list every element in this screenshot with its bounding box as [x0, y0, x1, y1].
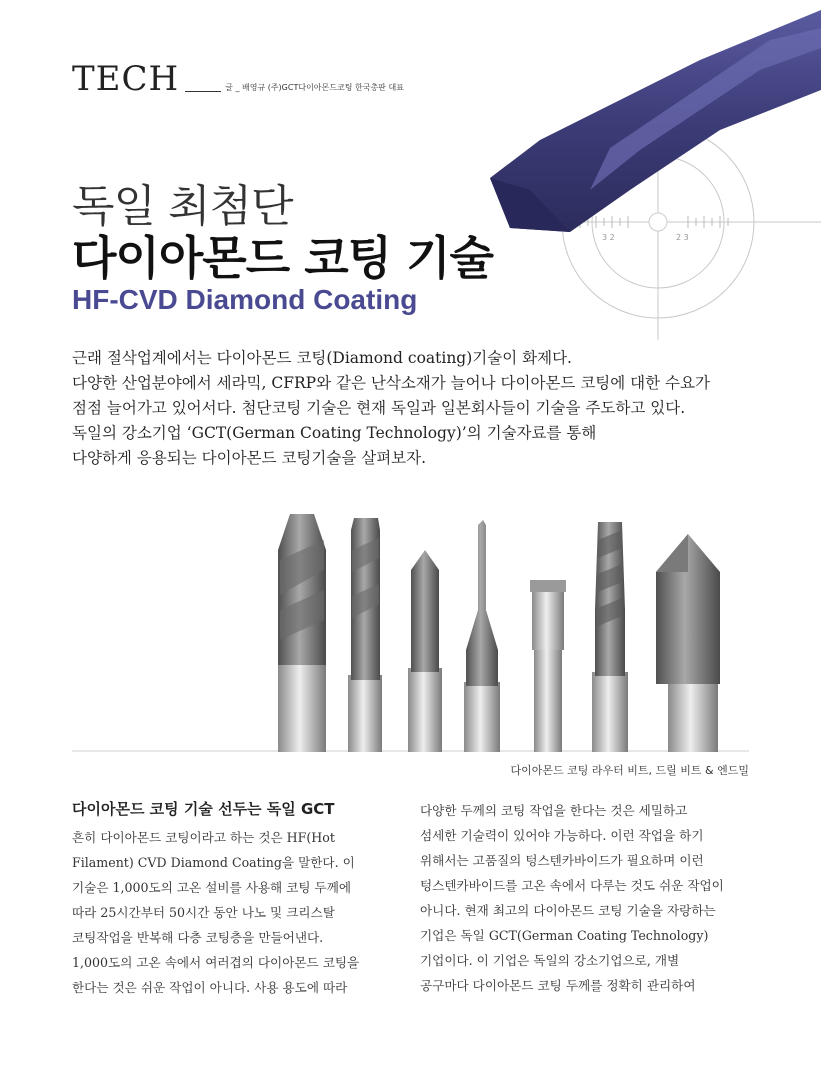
body-line: 텅스텐카바이드를 고온 속에서 다루는 것도 쉬운 작업이	[420, 878, 724, 893]
body-line: 다양한 두께의 코팅 작업을 한다는 것은 세밀하고	[420, 803, 688, 818]
body-line: 흔히 다이아몬드 코팅이라고 하는 것은 HF(Hot	[72, 830, 335, 845]
body-column-left	[72, 798, 382, 1000]
body-line: 따라 25시간부터 50시간 동안 나노 및 크리스탈	[72, 905, 335, 920]
tool-router-bit	[348, 518, 382, 752]
byline: 글 _ 배영규 (주)GCT다이아몬드코팅 한국총판 대표	[225, 83, 404, 92]
section-label: TECH	[72, 59, 180, 99]
scale-label-left: 3 2	[602, 233, 615, 242]
body-line: 한다는 것은 쉬운 작업이 아니다. 사용 용도에 따라	[72, 980, 348, 995]
body-line: 기업이다. 이 기업은 독일의 강소기업으로, 개별	[420, 953, 680, 968]
tool-end-mill	[592, 522, 628, 752]
body-line: 기업은 독일 GCT(German Coating Technology)	[420, 928, 709, 943]
body-line: 기술은 1,000도의 고온 설비를 사용해 코팅 두께에	[72, 880, 352, 895]
body-line: 위해서는 고품질의 텅스텐카바이드가 필요하며 이런	[420, 853, 704, 868]
article-header	[72, 59, 404, 99]
section-heading: 다이아몬드 코팅 기술 선두는 독일 GCT	[72, 800, 335, 818]
scale-label-right: 2 3	[676, 233, 689, 242]
body-line: 섬세한 기술력이 있어야 가능하다. 이런 작업을 하기	[420, 828, 704, 843]
body-line: Filament) CVD Diamond Coating을 말한다. 이	[72, 855, 355, 870]
intro-line: 근래 절삭업계에서는 다이아몬드 코팅(Diamond coating)기술이 화제다.	[72, 349, 572, 367]
title-english: HF-CVD Diamond Coating	[72, 284, 418, 315]
intro-line: 다양한 산업분야에서 세라믹, CFRP와 같은 난삭소재가 늘어나 다이아몬드 코팅에 대한 수요가	[72, 374, 710, 392]
target-center	[649, 213, 667, 231]
body-line: 코팅작업을 반복해 다층 코팅층을 만들어낸다.	[72, 930, 324, 945]
title-line1: 독일 최첨단	[72, 181, 293, 232]
drill-target-illustration	[470, 0, 821, 340]
coated-tools-photo	[72, 500, 749, 752]
body-line: 공구마다 다이아몬드 코팅 두께를 정확히 관리하여	[420, 978, 696, 993]
body-column-right	[420, 798, 730, 998]
intro-paragraph	[72, 346, 772, 471]
tool-slot-cutter	[530, 580, 566, 752]
tool-micro-drill	[464, 520, 500, 752]
header-rule	[185, 91, 221, 92]
photo-caption: 다이아몬드 코팅 라우터 비트, 드릴 비트 & 엔드밀	[510, 764, 749, 777]
body-line: 1,000도의 고온 속에서 여러겹의 다이아몬드 코팅을	[72, 955, 360, 970]
intro-line: 점점 늘어가고 있어서다. 첨단코팅 기술은 현재 독일과 일본회사들이 기술을 주도하고 있다.	[72, 399, 686, 417]
intro-line: 다양하게 응용되는 다이아몬드 코팅기술을 살펴보자.	[72, 449, 427, 467]
title-line2: 다이아몬드 코팅 기술	[72, 231, 493, 285]
tool-spot-drill	[408, 550, 442, 752]
tool-drill-large	[278, 514, 326, 752]
body-line: 아니다. 현재 최고의 다이아몬드 코팅 기술을 자랑하는	[420, 903, 716, 918]
tool-countersink	[656, 534, 720, 752]
intro-line: 독일의 강소기업 ‘GCT(German Coating Technology)’의 기술자료를 통해	[72, 424, 597, 442]
